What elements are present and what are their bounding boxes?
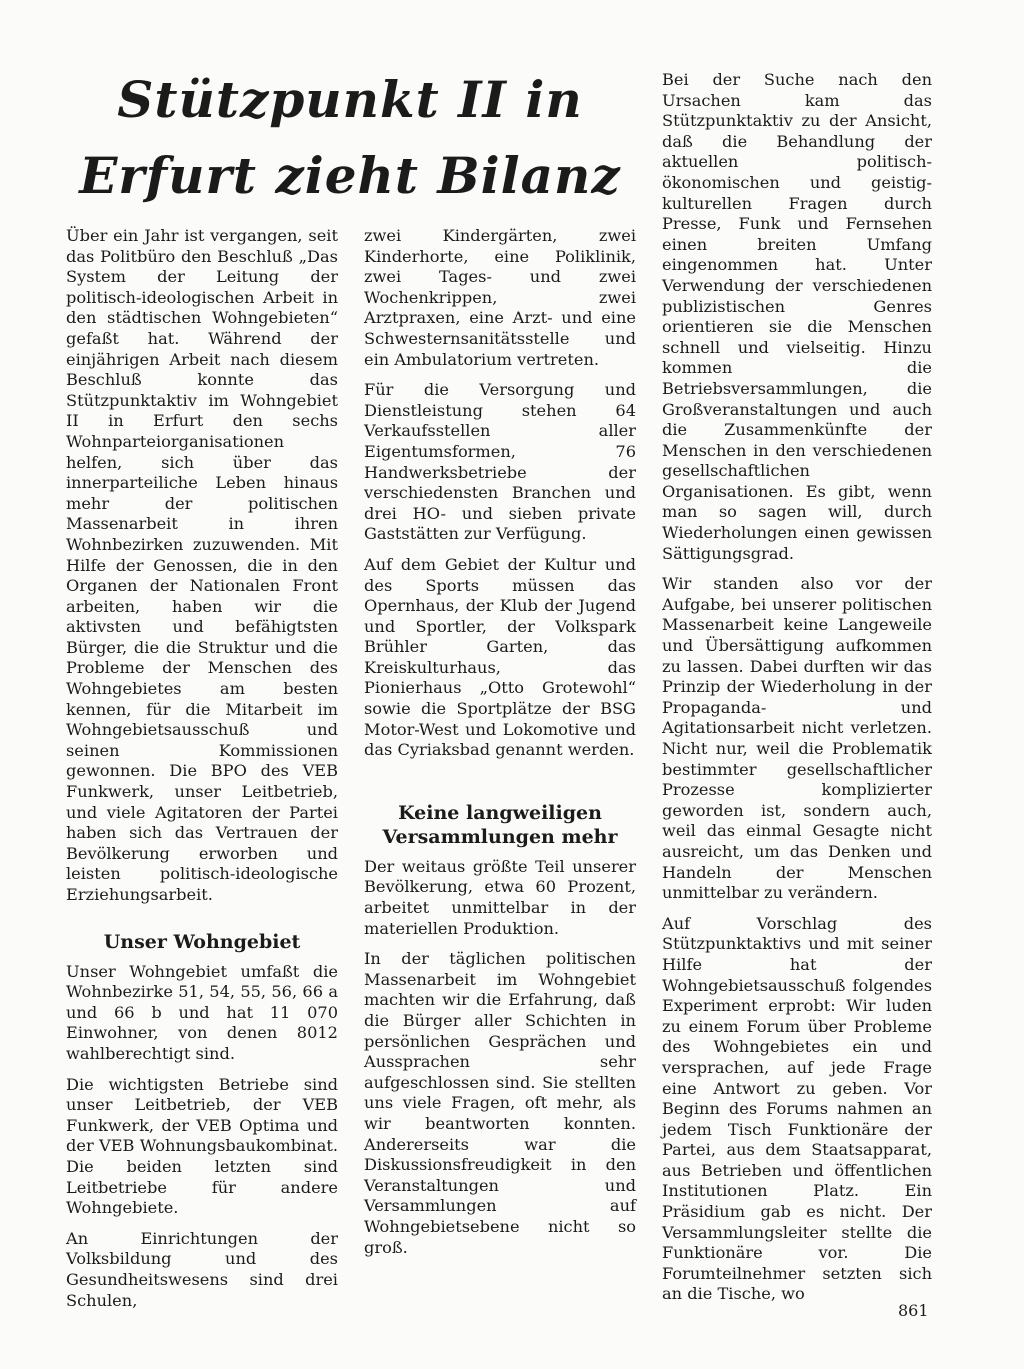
article-title: Stützpunkt II in Erfurt zieht Bilanz [79,70,621,205]
paragraph: Der weitaus größte Teil unserer Bevölkerung, etwa 60 Prozent, arbeitet unmittelbar in der materiellen Produktion. [364,856,636,938]
paragraph: Auf dem Gebiet der Kultur und des Sports müssen das Opernhaus, der Klub der Jugend und Sportler, der Volkspark Brühler Garten, das Kreiskulturhaus, das Pionierhaus „Otto Grotewohl“ sowie die Sportplätze der BSG Motor-West und Lokomotive und das Cyriaksbad genannt werden. [364,554,636,760]
column-1 [66,226,338,1321]
section-heading: Keine langweiligen Versammlungen mehr [382,801,618,848]
paragraph: Auf Vorschlag des Stützpunktaktivs und mit seiner Hilfe hat der Wohngebietsausschuß folgendes Experiment erprobt: Wir luden zu einem Forum über Probleme des Wohngebietes ein und versprachen, auf jede Frage eine Antwort zu geben. Vor Beginn des Forums nahmen an jedem Tisch Funktionäre der Partei, aus dem Staatsapparat, aus Betrieben und öffentlichen Institutionen Platz. Ein Präsidium gab es nicht. Der Versammlungsleiter stellte die Funktionäre vor. Die Forumteilnehmer setzten sich an die Tische, wo [662,913,932,1304]
paragraph: Über ein Jahr ist vergangen, seit das Politbüro den Beschluß „Das System der Leitung der politisch-ideologischen Arbeit in den städtischen Wohngebieten“ gefaßt hat. Während der einjährigen Arbeit nach diesem Beschluß konnte das Stützpunktaktiv im Wohngebiet II in Erfurt den sechs Wohnparteiorganisationen helfen, sich über das innerparteiliche Leben hinaus mehr der politischen Massenarbeit in ihren Wohnbezirken zuzuwenden. Mit Hilfe der Genossen, die in den Organen der Nationalen Front arbeiten, haben wir die aktivsten und befähigtsten Bürger, die die Struktur und die Probleme der Menschen des Wohngebietes am besten kennen, für die Mitarbeit im Wohngebietsausschuß und seinen Kommissionen gewonnen. Die BPO des VEB Funkwerk, unser Leitbetrieb, und viele Agitatoren der Partei haben sich das Vertrauen der Bevölkerung erworben und leisten politisch-ideologische Erziehungsarbeit. [66,226,338,904]
column-2 [364,226,636,1268]
page-number: 861 [898,1301,929,1320]
column-3 [662,70,932,1315]
paragraph: Wir standen also vor der Aufgabe, bei unserer politischen Massenarbeit keine Langeweile und Übersättigung aufkommen zu lassen. Dabei durften wir das Prinzip der Wiederholung in der Propaganda- und Agitationsarbeit nicht verletzen. Nicht nur, weil die Problematik bestimmter gesellschaftlicher Prozesse komplizierter geworden ist, sondern auch, weil das einmal Gesagte nicht ausreicht, um das Denken und Handeln der Menschen unmittelbar zu verändern. [662,574,932,903]
paragraph: Unser Wohngebiet umfaßt die Wohnbezirke 51, 54, 55, 56, 66 a und 66 b und hat 11 070 Einwohner, von denen 8012 wahlberechtigt sind. [66,961,338,1063]
section-heading: Unser Wohngebiet [103,930,301,953]
paragraph: zwei Kindergärten, zwei Kinderhorte, eine Poliklinik, zwei Tages- und zwei Wochenkrippen, zwei Arztpraxen, eine Arzt- und eine Schwesternsanitätsstelle und ein Ambulatorium vertreten. [364,226,636,369]
paragraph: An Einrichtungen der Volksbildung und des Gesundheitswesens sind drei Schulen, [66,1228,338,1310]
paragraph: Die wichtigsten Betriebe sind unser Leitbetrieb, der VEB Funkwerk, der VEB Optima und der VEB Wohnungsbaukombinat. Die beiden letzten sind Leitbetriebe für andere Wohngebiete. [66,1074,338,1218]
paragraph: Bei der Suche nach den Ursachen kam das Stützpunktaktiv zu der Ansicht, daß die Behandlung der aktuellen politisch-ökonomischen und geistig-kulturellen Fragen durch Presse, Funk und Fernsehen einen breiten Umfang eingenommen hat. Unter Verwendung der verschiedenen publizistischen Genres orientieren sie die Menschen schnell und vielseitig. Hinzu kommen die Betriebsversammlungen, die Großveranstaltungen und auch die Zusammenkünfte der Menschen in den verschiedenen gesellschaftlichen Organisationen. Es gibt, wenn man so sagen will, durch Wiederholungen einen gewissen Sättigungsgrad. [662,70,932,563]
paragraph: Für die Versorgung und Dienstleistung stehen 64 Verkaufsstellen aller Eigentumsformen, 76 Handwerksbetriebe der verschiedensten Branchen und drei HO- und sieben private Gaststätten zur Verfügung. [364,380,636,544]
paragraph: In der täglichen politischen Massenarbeit im Wohngebiet machten wir die Erfahrung, daß die Bürger aller Schichten in persönlichen Gesprächen und Aussprachen sehr aufgeschlossen sind. Sie stellten uns viele Fragen, oft mehr, als wir beantworten konnten. Andererseits war die Diskussionsfreudigkeit in den Veranstaltungen und Versammlungen auf Wohngebietsebene nicht so groß. [364,949,636,1257]
